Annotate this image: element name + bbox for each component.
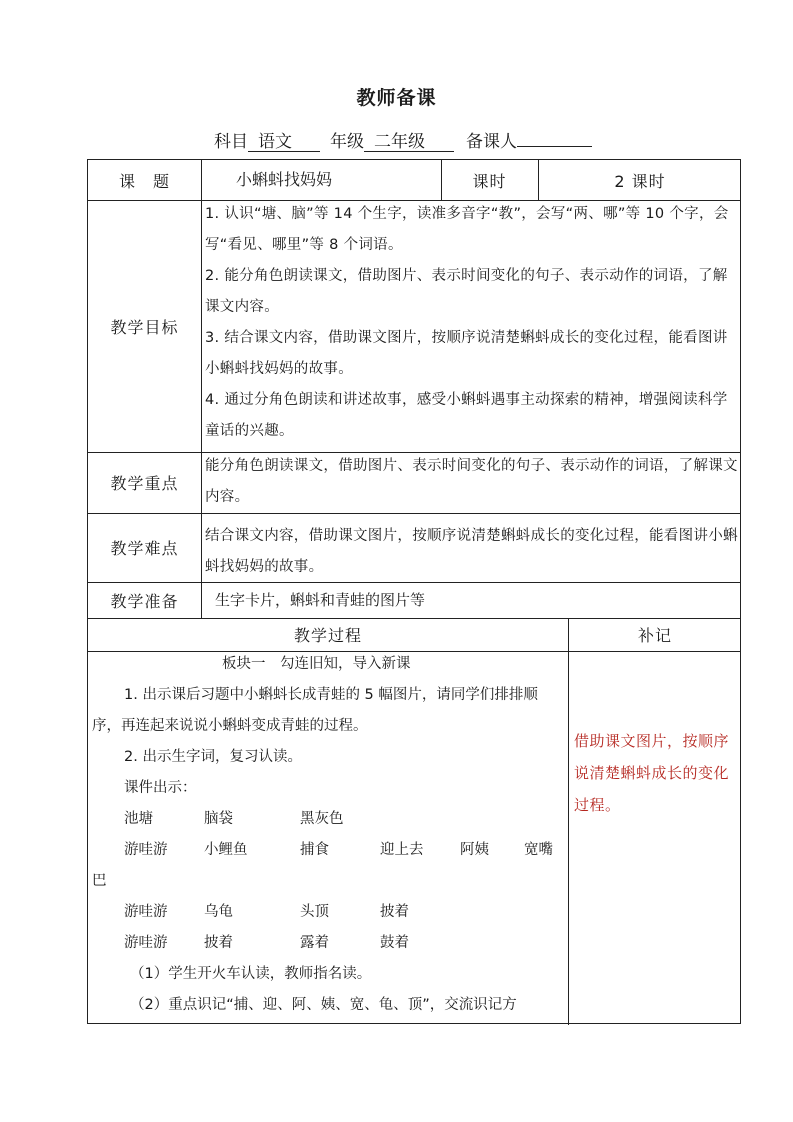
word-item: 小鲤鱼 bbox=[204, 842, 248, 858]
key-points-text: 能分角色朗读课文，借助图片、表示时间变化的句子、表示动作的词语，了解课文内容。 bbox=[205, 458, 738, 505]
word-item: 脑袋 bbox=[204, 811, 233, 827]
hours-label: 课时 bbox=[472, 171, 507, 191]
process-step: 1. 出示课后习题中小蝌蚪长成青蛙的 5 幅图片，请同学们排排顺序，再连起来说说小蝌蚪变成青蛙的过程。 bbox=[92, 687, 538, 734]
subject-value: 语文 bbox=[248, 132, 320, 152]
courseware-label: 课件出示： bbox=[124, 780, 197, 796]
supplement-note: 借助课文图片，按顺序说清楚蝌蚪成长的变化过程。 bbox=[574, 732, 730, 814]
word-item: 游哇游 bbox=[124, 904, 168, 920]
grade-label: 年级 bbox=[330, 132, 364, 152]
word-item: 游哇游 bbox=[124, 935, 168, 951]
word-item: 阿姨 bbox=[460, 842, 489, 858]
preparation-text: 生字卡片，蝌蚪和青蛙的图片等 bbox=[215, 591, 426, 609]
word-item: 巴 bbox=[92, 873, 107, 889]
word-item: 乌龟 bbox=[204, 904, 233, 920]
process-step: 2. 出示生字词，复习认读。 bbox=[124, 749, 302, 765]
col-divider bbox=[568, 618, 569, 1025]
word-item: 披着 bbox=[204, 935, 233, 951]
word-item: 宽嘴 bbox=[524, 842, 553, 858]
hours-value: 2 课时 bbox=[614, 171, 666, 191]
goals-list bbox=[205, 199, 738, 447]
goal-item: 4. 通过分角色朗读和讲述故事，感受小蝌蚪遇事主动探索的精神，增强阅读科学童话的兴趣。 bbox=[205, 392, 728, 439]
word-row bbox=[92, 928, 562, 959]
subject-label: 科目 bbox=[214, 132, 248, 152]
process-header: 教学过程 bbox=[293, 626, 362, 645]
process-substep: （1）学生开火车认读，教师指名读。 bbox=[130, 966, 372, 982]
goals-label: 教学目标 bbox=[110, 317, 179, 337]
page-title: 教师备课 bbox=[356, 87, 437, 109]
preparer-value bbox=[517, 127, 592, 147]
word-row bbox=[92, 866, 562, 897]
process-substep: （2）重点识记“捕、迎、阿、姨、宽、龟、顶”，交流识记方 bbox=[130, 997, 517, 1013]
preparation-label: 教学准备 bbox=[110, 591, 179, 611]
goal-item: 2. 能分角色朗读课文，借助图片、表示时间变化的句子、表示动作的词语，了解课文内容。 bbox=[205, 268, 728, 315]
lesson-plan-table bbox=[87, 159, 741, 1024]
notes-header: 补记 bbox=[637, 626, 672, 645]
topic-label: 课 题 bbox=[118, 171, 170, 191]
meta-line bbox=[214, 127, 592, 152]
goal-item: 3. 结合课文内容，借助课文图片，按顺序说清楚蝌蚪成长的变化过程，能看图讲小蝌蚪找妈妈的故事。 bbox=[205, 330, 728, 377]
word-item: 迎上去 bbox=[380, 842, 424, 858]
key-points-label: 教学重点 bbox=[110, 474, 179, 493]
col-divider bbox=[201, 160, 202, 618]
word-item: 露着 bbox=[300, 935, 329, 951]
difficulties-label: 教学难点 bbox=[110, 539, 179, 558]
word-item: 游哇游 bbox=[124, 842, 168, 858]
process-body bbox=[92, 649, 562, 1021]
word-item: 披着 bbox=[380, 904, 409, 920]
difficulties-text: 结合课文内容，借助课文图片，按顺序说清楚蝌蚪成长的变化过程，能看图讲小蝌蚪找妈妈的故事。 bbox=[205, 528, 738, 575]
preparer-label: 备课人 bbox=[466, 132, 517, 152]
word-item: 捕食 bbox=[300, 842, 329, 858]
word-item: 鼓着 bbox=[380, 935, 409, 951]
word-row bbox=[92, 897, 562, 928]
word-item: 黑灰色 bbox=[300, 811, 344, 827]
word-item: 池塘 bbox=[124, 811, 153, 827]
word-row bbox=[92, 835, 562, 866]
topic-value: 小蝌蚪找妈妈 bbox=[236, 170, 333, 189]
grade-value: 二年级 bbox=[364, 132, 454, 152]
word-item: 头顶 bbox=[300, 904, 329, 920]
word-row bbox=[92, 804, 562, 835]
section-title: 板块一 勾连旧知，导入新课 bbox=[222, 656, 411, 672]
goal-item: 1. 认识“塘、脑”等 14 个生字，读准多音字“教”，会写“两、哪”等 10 个字，会写“看见、哪里”等 8 个词语。 bbox=[205, 206, 729, 253]
